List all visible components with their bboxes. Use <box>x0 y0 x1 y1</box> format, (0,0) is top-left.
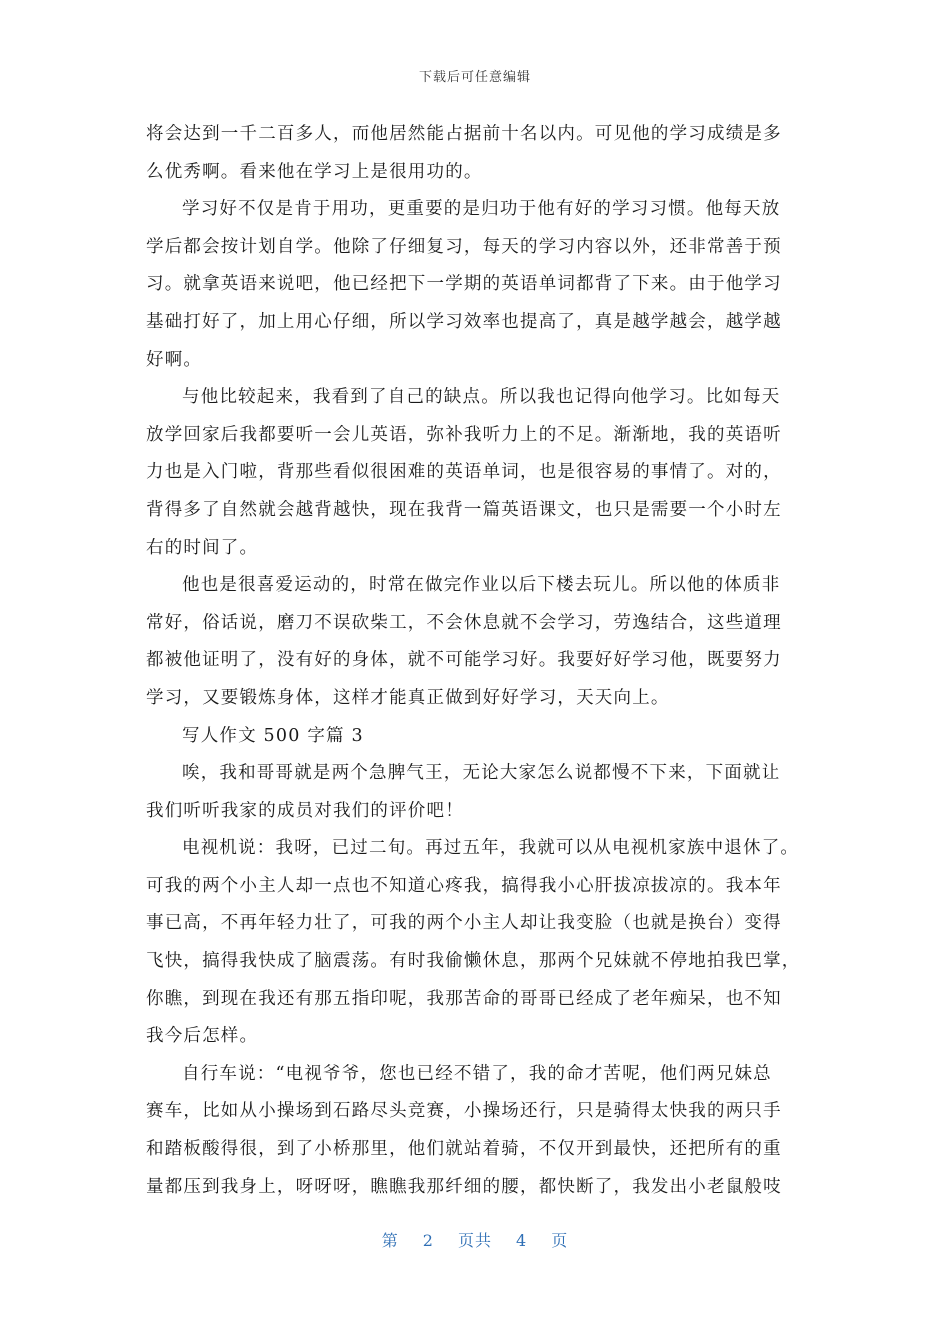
footer-current-page: 2 <box>422 1231 434 1250</box>
text-line: 学后都会按计划自学。他除了仔细复习，每天的学习内容以外，还非常善于预 <box>146 236 782 257</box>
text-line: 自行车说：“电视爷爷，您也已经不错了，我的命才苦呢，他们两兄妹总 <box>182 1063 772 1084</box>
document-body <box>146 116 808 1206</box>
text-line: 与他比较起来，我看到了自己的缺点。所以我也记得向他学习。比如每天 <box>182 387 781 408</box>
text-line: 习。就拿英语来说吧，他已经把下一学期的英语单词都背了下来。由于他学习 <box>146 274 782 295</box>
text-line: 力也是入门啦，背那些看似很困难的英语单词，也是很容易的事情了。对的， <box>146 462 782 483</box>
text-line: 我今后怎样。 <box>146 1026 259 1047</box>
footer-prefix: 第 <box>381 1231 399 1250</box>
text-line: 么优秀啊。看来他在学习上是很用功的。 <box>146 161 483 182</box>
text-line: 我们听听我家的成员对我们的评价吧！ <box>146 800 464 821</box>
text-line: 写人作文 500 字篇 3 <box>182 725 364 746</box>
text-line: 基础打好了，加上用心仔细，所以学习效率也提高了，真是越学越会，越学越 <box>146 311 782 332</box>
text-line: 飞快，搞得我快成了脑震荡。有时我偷懒休息，那两个兄妹就不停地拍我巴掌， <box>146 951 801 972</box>
text-line: 常好，俗话说，磨刀不误砍柴工，不会休息就不会学习，劳逸结合，这些道理 <box>146 612 782 633</box>
text-line: 将会达到一千二百多人，而他居然能占据前十名以内。可见他的学习成绩是多 <box>146 124 782 144</box>
text-line: 可我的两个小主人却一点也不知道心疼我，搞得我小心肝拔凉拔凉的。我本年 <box>146 875 782 896</box>
text-line: 量都压到我身上，呀呀呀，瞧瞧我那纤细的腰，都快断了，我发出小老鼠般吱 <box>146 1176 782 1197</box>
text-line: 赛车，比如从小操场到石路尽头竞赛，小操场还行，只是骑得太快我的两只手 <box>146 1101 782 1122</box>
text-line: 右的时间了。 <box>146 537 259 558</box>
text-line: 事已高，不再年轻力壮了，可我的两个小主人却让我变脸（也就是换台）变得 <box>146 913 782 934</box>
text-line: 背得多了自然就会越背越快，现在我背一篇英语课文，也只是需要一个小时左 <box>146 499 782 520</box>
footer-suffix: 页 <box>551 1231 569 1250</box>
text-line: 好啊。 <box>146 349 203 370</box>
text-line: 学习，又要锻炼身体，这样才能真正做到好好学习，天天向上。 <box>146 687 670 708</box>
text-line: 放学回家后我都要听一会儿英语，弥补我听力上的不足。渐渐地，我的英语听 <box>146 424 782 445</box>
text-line: 唉，我和哥哥就是两个急脾气王，无论大家怎么说都慢不下来，下面就让 <box>182 763 781 784</box>
text-line: 你瞧，到现在我还有那五指印呢，我那苦命的哥哥已经成了老年痴呆，也不知 <box>146 988 782 1009</box>
text-line: 学习好不仅是肯于用功，更重要的是归功于他有好的学习习惯。他每天放 <box>182 199 781 220</box>
footer-middle: 页共 <box>457 1231 492 1250</box>
page-header: 下载后可任意编辑 <box>418 70 531 85</box>
text-line: 电视机说：我呀，已过二旬。再过五年，我就可以从电视机家族中退休了。 <box>182 838 800 859</box>
footer-total-pages: 4 <box>516 1231 528 1250</box>
text-line: 都被他证明了，没有好的身体，就不可能学习好。我要好好学习他，既要努力 <box>146 650 782 671</box>
text-line: 他也是很喜爱运动的，时常在做完作业以后下楼去玩儿。所以他的体质非 <box>182 575 781 596</box>
page-footer <box>0 1228 950 1251</box>
text-line: 和踏板酸得很，到了小桥那里，他们就站着骑，不仅开到最快，还把所有的重 <box>146 1139 782 1160</box>
